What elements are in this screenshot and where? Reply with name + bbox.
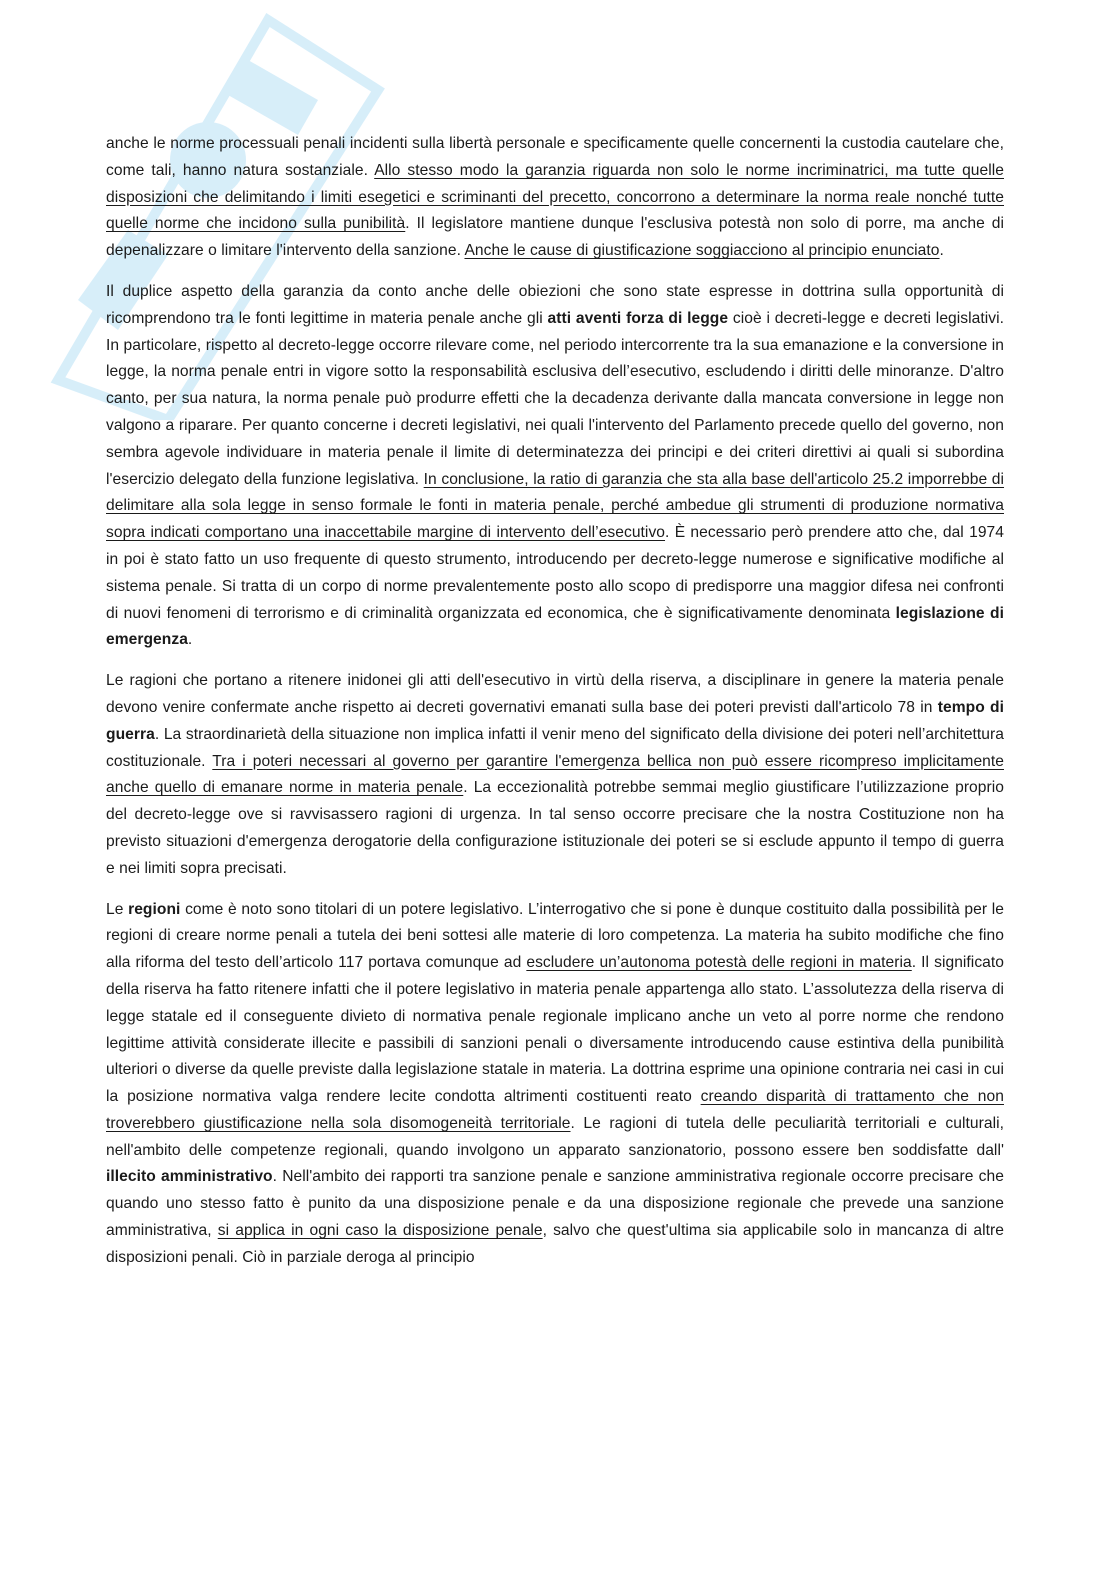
paragraph-2: Il duplice aspetto della garanzia da conto anche delle obiezioni che sono state espresse in dottrina sulla opportunità di ricomprendono tra le fonti legittime in materia penale anche gli atti aventi forza di legge cioè i decreti-legge e decreti legislativi. In particolare, rispetto al decreto-legge occorre rilevare come, nel periodo intercorrente tra la sua emanazione e la conversione in legge, la norma penale entri in vigore sotto la responsabilità esclusiva dell’esecutivo, escludendo i diritti delle minoranze. D'altro canto, per sua natura, la norma penale può produrre effetti che la decadenza derivante dalla mancata conversione in legge non valgono a riparare. Per quanto concerne i decreti legislativi, nei quali l'intervento del Parlamento precede quello del governo, non sembra agevole individuare in materia penale il limite di determinatezza dei principi e dei criteri direttivi ai quali si subordina l'esercizio delegato della funzione legislativa. In conclusione, la ratio di garanzia che sta alla base dell'articolo 25.2 imporrebbe di delimitare alla sola legge in senso formale le fonti in materia penale, perché ambedue gli strumenti di produzione normativa sopra indicati comportano una inaccettabile margine di intervento dell’esecutivo. È necessario però prendere atto che, dal 1974 in poi è stato fatto un uso frequente di questo strumento, introducendo per decreto-legge numerose e significative modifiche al sistema penale. Si tratta di un corpo di norme prevalentemente posto allo scopo di predisporre una maggior difesa nei confronti di nuovi fenomeni di terrorismo e di criminalità organizzata ed economica, che è significativamente denominata legislazione di emergenza. [106, 282, 1005, 649]
paragraph-4: Le regioni come è noto sono titolari di un potere legislativo. L’interrogativo che si pone è dunque costituito dalla possibilità per le regioni di creare norme penali a tutela dei beni sottesi alle materie di loro competenza. La materia ha subito modifiche che fino alla riforma del testo dell’articolo 117 portava comunque ad escludere un’autonoma potestà delle regioni in materia. Il significato della riserva ha fatto ritenere infatti che il potere legislativo in materia penale appartenga allo stato. L’assolutezza della riserva di legge statale ed il conseguente divieto di normativa penale regionale implicano anche un veto al porre norme che rendono legittime attività considerate illecite e passibili di sanzioni penali o diversamente introducendo cause estintiva della punibilità ulteriori o diverse da quelle previste dalla legislazione statale in materia. La dottrina esprime una opinione contraria nei casi in cui la posizione normativa valga rendere lecite condotta altrimenti costituenti reato creando disparità di trattamento che non troverebbero giustificazione nella sola disomogeneità territoriale. Le ragioni di tutela delle peculiarità territoriali e culturali, nell'ambito delle competenze regionali, quando involgono un apparato sanzionatorio, possono essere ben soddisfatte dall' illecito amministrativo. Nell'ambito dei rapporti tra sanzione penale e sanzione amministrativa regionale occorre precisare che quando uno stesso fatto è punito da una disposizione penale e da una disposizione regionale che prevede una sanzione amministrativa, si applica in ogni caso la disposizione penale, salvo che quest'ultima sia applicabile solo in mancanza di altre disposizioni penali. Ciò in parziale deroga al principio [106, 900, 1004, 1266]
paragraph-1: anche le norme processuali penali incidenti sulla libertà personale e specificamente quelle concernenti la custodia cautelare che, come tali, hanno natura sostanziale. Allo stesso modo la garanzia riguarda non solo le norme incriminatrici, ma tutte quelle disposizioni che delimitando i limiti esegetici e scriminanti del precetto, concorrono a determinare la norma reale nonché tutte quelle norme che incidono sulla punibilità. Il legislatore mantiene dunque l'esclusiva potestà non solo di porre, ma anche di depenalizzare o limitare l'intervento della sanzione. Anche le cause di giustificazione soggiacciono al principio enunciato. [106, 135, 1004, 260]
document-page [106, 131, 1004, 1286]
paragraph-3: Le ragioni che portano a ritenere inidonei gli atti dell'esecutivo in virtù della riserva, a disciplinare in genere la materia penale devono venire confermate anche rispetto ai decreti governativi emanati sulla base dei poteri previsti dall'articolo 78 in tempo di guerra. La straordinarietà della situazione non implica infatti il venir meno del significato della divisione dei poteri nell’architettura costituzionale. Tra i poteri necessari al governo per garantire l'emergenza bellica non può essere ricompreso implicitamente anche quello di emanare norme in materia penale. La eccezionalità potrebbe semmai meglio giustificare l’utilizzazione proprio del decreto-legge ove si ravvisassero ragioni di urgenza. In tal senso occorre precisare che la nostra Costituzione non ha previsto situazioni d'emergenza derogatorie della configurazione istituzionale dei poteri se si esclude appunto il tempo di guerra e nei limiti sopra precisati. [106, 672, 1005, 877]
